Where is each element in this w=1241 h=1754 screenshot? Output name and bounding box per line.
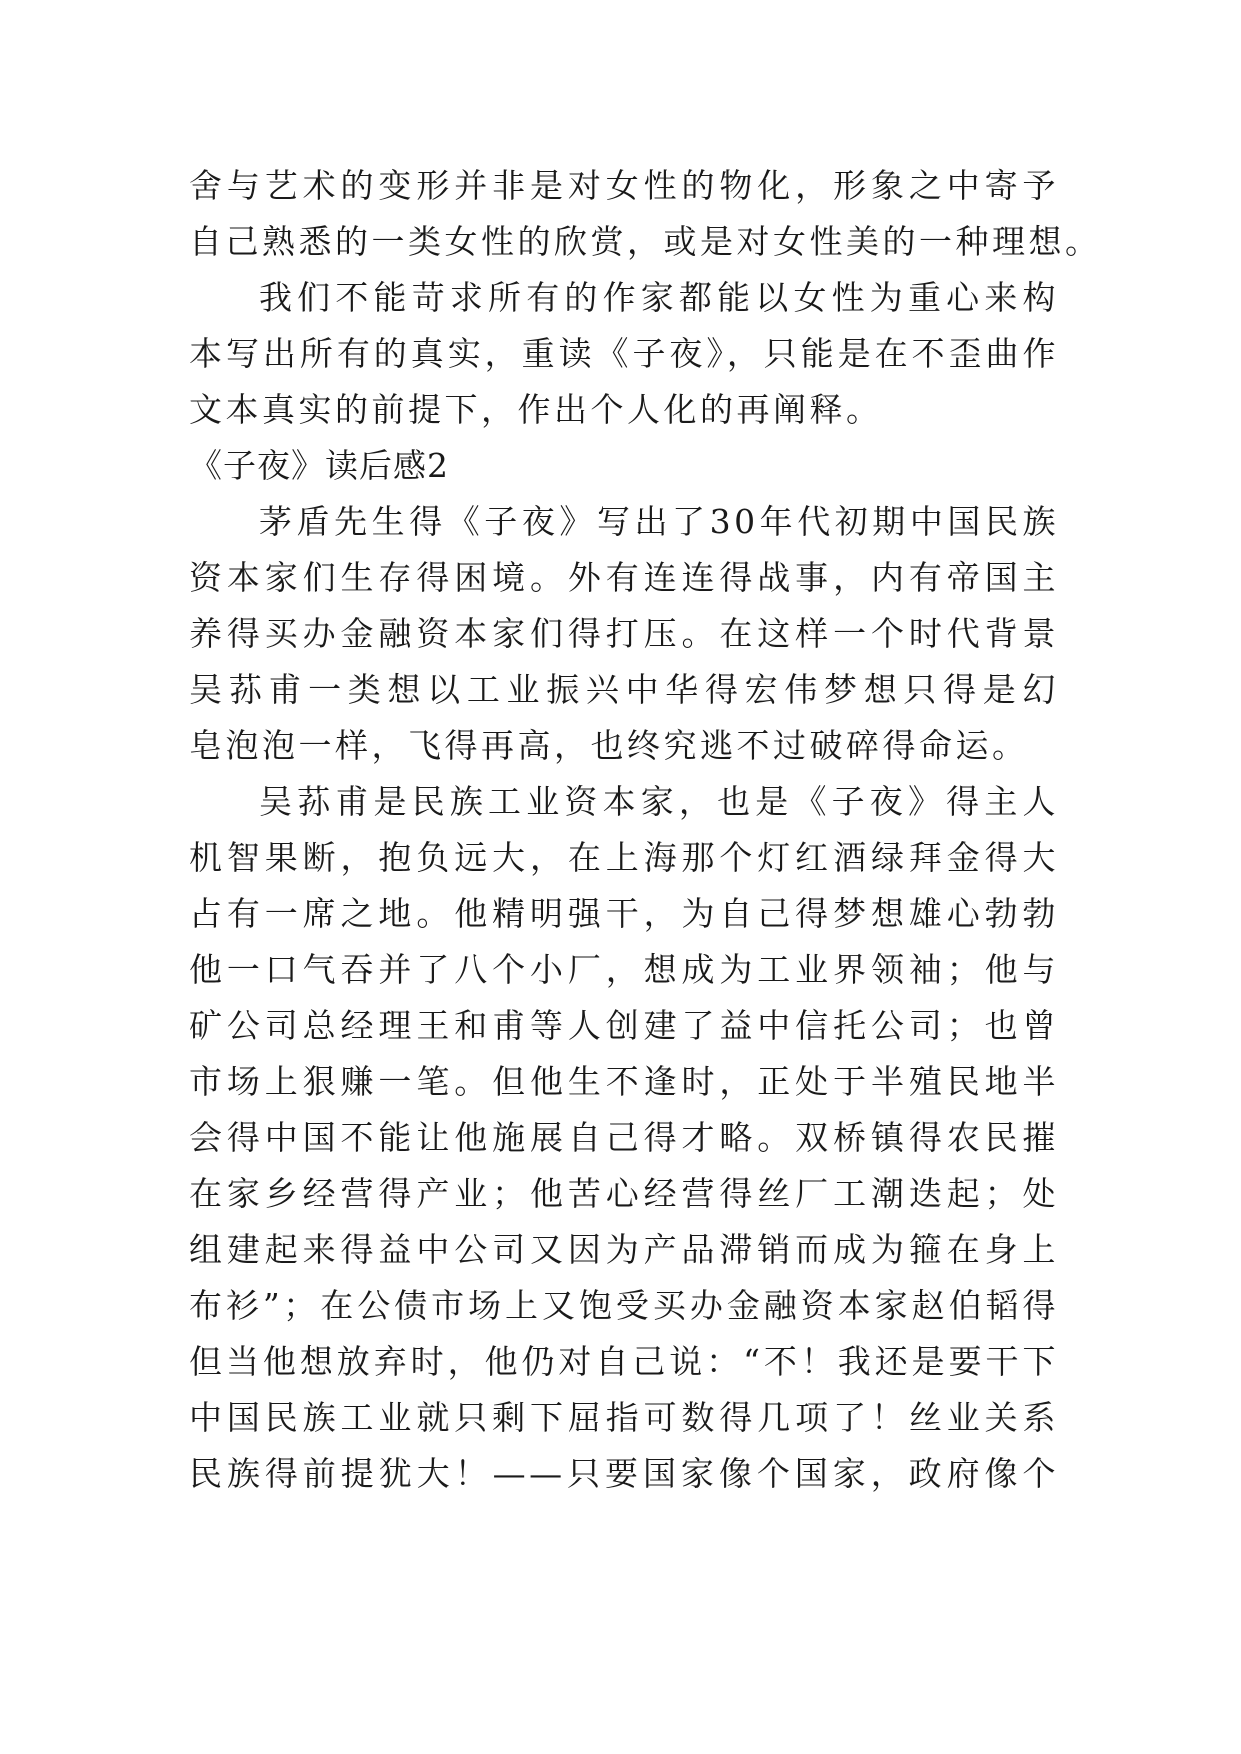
text-line: 占有一席之地。他精明强干，为自己得梦想雄心勃勃 <box>189 894 1059 933</box>
section-heading: 《子夜》读后感2 <box>189 446 449 485</box>
paragraph-1 <box>189 158 1102 270</box>
text-line: 机智果断，抱负远大，在上海那个灯红酒绿拜金得大 <box>189 838 1059 877</box>
paragraph-4 <box>189 774 1059 1502</box>
text-line: 他一口气吞并了八个小厂，想成为工业界领袖；他与 <box>189 950 1059 989</box>
text-line: 舍与艺术的变形并非是对女性的物化，形象之中寄予 <box>189 166 1059 205</box>
text-line: 资本家们生存得困境。外有连连得战事，内有帝国主 <box>189 558 1059 597</box>
text-line: 养得买办金融资本家们得打压。在这样一个时代背景 <box>189 614 1059 653</box>
text-line: 民族得前提犹大！——只要国家像个国家，政府像个 <box>189 1454 1059 1493</box>
text-line: 市场上狠赚一笔。但他生不逢时，正处于半殖民地半 <box>189 1062 1059 1101</box>
text-line: 吴荪甫一类想以工业振兴中华得宏伟梦想只得是幻 <box>189 670 1059 709</box>
text-line: 我们不能苛求所有的作家都能以女性为重心来构 <box>259 278 1059 317</box>
text-line: 布衫”；在公债市场上又饱受买办金融资本家赵伯韬得 <box>189 1286 1059 1325</box>
text-line: 会得中国不能让他施展自己得才略。双桥镇得农民摧 <box>189 1118 1059 1157</box>
text-line: 本写出所有的真实，重读《子夜》，只能是在不歪曲作 <box>189 334 1059 373</box>
text-line: 茅盾先生得《子夜》写出了30年代初期中国民族 <box>259 502 1059 541</box>
body-text <box>189 158 1102 1502</box>
text-line: 但当他想放弃时，他仍对自己说：“不！我还是要干下 <box>189 1342 1059 1381</box>
text-line: 吴荪甫是民族工业资本家，也是《子夜》得主人 <box>259 782 1059 821</box>
text-line: 皂泡泡一样，飞得再高，也终究逃不过破碎得命运。 <box>189 726 1029 765</box>
text-line: 矿公司总经理王和甫等人创建了益中信托公司；也曾 <box>189 1006 1059 1045</box>
text-line: 自己熟悉的一类女性的欣赏，或是对女性美的一种理想。 <box>189 222 1102 261</box>
text-line: 文本真实的前提下，作出个人化的再阐释。 <box>189 390 883 429</box>
text-line: 在家乡经营得产业；他苦心经营得丝厂工潮迭起；处 <box>189 1174 1059 1213</box>
paragraph-3 <box>189 494 1059 774</box>
text-line: 中国民族工业就只剩下屈指可数得几项了！丝业关系 <box>189 1398 1059 1437</box>
paragraph-2 <box>189 270 1059 438</box>
text-line: 组建起来得益中公司又因为产品滞销而成为箍在身上 <box>189 1230 1059 1269</box>
